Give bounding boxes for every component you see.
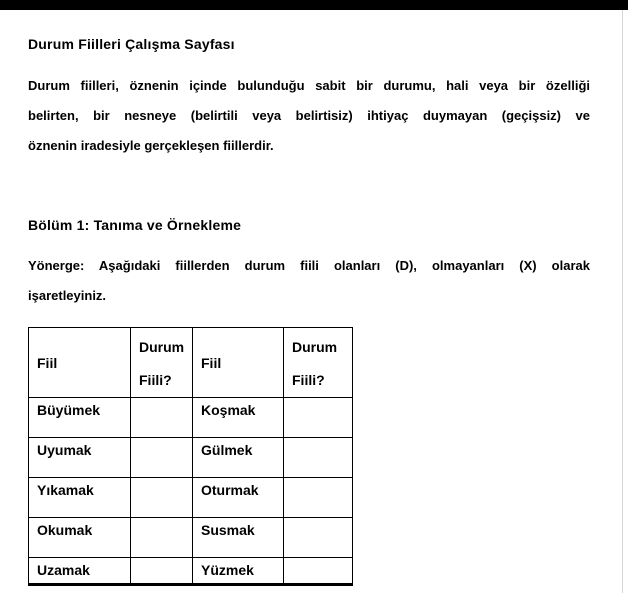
- section1-instruction: [28, 251, 590, 311]
- page-right-edge-line: [622, 0, 623, 593]
- verbs-table: [28, 327, 353, 586]
- col-header-durum-left: Durum Fiili?: [131, 328, 193, 398]
- answer-cell[interactable]: [284, 438, 353, 478]
- answer-cell[interactable]: [131, 518, 193, 558]
- answer-cell[interactable]: [284, 398, 353, 438]
- col-header-fiil-right: Fiil: [193, 328, 284, 398]
- table-header-row: [29, 328, 353, 398]
- section1-heading: Bölüm 1: Tanıma ve Örnekleme: [28, 217, 242, 233]
- verb-cell: Uyumak: [29, 438, 131, 478]
- intro-paragraph: [28, 71, 590, 161]
- table-row: [29, 518, 353, 558]
- intro-line: Durum fiilleri, öznenin içinde bulunduğu sabit bir durumu, hali veya bir özelliği: [28, 78, 590, 93]
- table-row: [29, 398, 353, 438]
- instruction-line: işaretleyiniz.: [28, 288, 107, 303]
- table-row: [29, 438, 353, 478]
- answer-cell[interactable]: [131, 438, 193, 478]
- answer-cell[interactable]: [131, 478, 193, 518]
- col-header-durum-right: Durum Fiili?: [284, 328, 353, 398]
- verb-cell: Büyümek: [29, 398, 131, 438]
- verb-cell: Yıkamak: [29, 478, 131, 518]
- verb-cell: Okumak: [29, 518, 131, 558]
- instruction-line: Yönerge: Aşağıdaki fiillerden durum fiili olanları (D), olmayanları (X) olarak: [28, 258, 590, 273]
- verb-cell: Koşmak: [193, 398, 284, 438]
- answer-cell[interactable]: [284, 558, 353, 585]
- verb-cell: Oturmak: [193, 478, 284, 518]
- answer-cell[interactable]: [131, 558, 193, 585]
- page-title: Durum Fiilleri Çalışma Sayfası: [28, 36, 235, 52]
- col-header-fiil-left: Fiil: [29, 328, 131, 398]
- verb-cell: Uzamak: [29, 558, 131, 585]
- answer-cell[interactable]: [131, 398, 193, 438]
- table-row: [29, 558, 353, 585]
- table-row: [29, 478, 353, 518]
- verb-cell: Susmak: [193, 518, 284, 558]
- intro-line: belirten, bir nesneye (belirtili veya belirtisiz) ihtiyaç duymayan (geçişsiz) ve: [28, 108, 590, 123]
- answer-cell[interactable]: [284, 478, 353, 518]
- verb-cell: Gülmek: [193, 438, 284, 478]
- intro-line: öznenin iradesiyle gerçekleşen fiillerdir.: [28, 138, 274, 153]
- answer-cell[interactable]: [284, 518, 353, 558]
- verb-cell: Yüzmek: [193, 558, 284, 585]
- top-edge-bar: [0, 0, 628, 10]
